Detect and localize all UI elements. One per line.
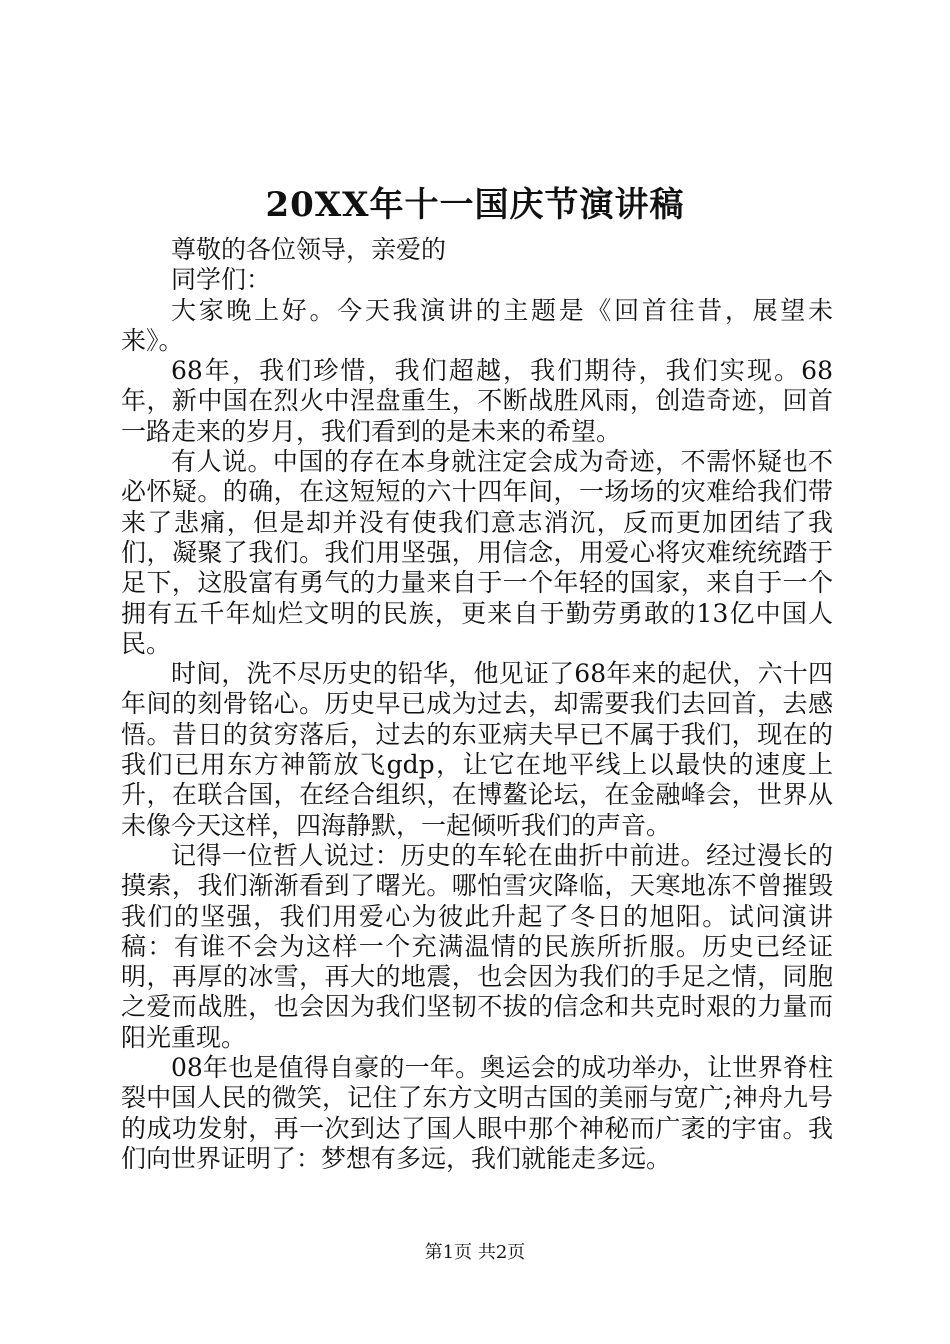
document-title: 20XX年十一国庆节演讲稿 — [265, 185, 685, 225]
paragraph: 有人说。中国的存在本身就注定会成为奇迹，不需怀疑也不必怀疑。的确，在这短短的六十四年间，一场场的灾难给我们带来了悲痛，但是却并没有使我们意志消沉，反而更加团结了我们，凝聚了我们。我们用坚强，用信念，用爱心将灾难统统踏于足下，这股富有勇气的力量来自于一个年轻的国家，来自于一个拥有五千年灿烂文明的民族，更来自于勤劳勇敢的13亿中国人民。 — [121, 447, 833, 658]
salutation-line-1: 尊敬的各位领导，亲爱的 — [171, 235, 447, 264]
paragraph: 08年也是值得自豪的一年。奥运会的成功举办，让世界脊柱裂中国人民的微笑，记住了东方文明古国的美丽与宽广;神舟九号的成功发射，再一次到达了国人眼中那个神秘而广袤的宇宙。我们向世界证明了：梦想有多远，我们就能走多远。 — [121, 1053, 833, 1173]
paragraph: 记得一位哲人说过：历史的车轮在曲折中前进。经过漫长的摸索，我们渐渐看到了曙光。哪怕雪灾降临，天寒地冻不曾摧毁我们的坚强，我们用爱心为彼此升起了冬日的旭阳。试问演讲稿：有谁不会为这样一个充满温情的民族所折服。历史已经证明，再厚的冰雪，再大的地震，也会因为我们的手足之情，同胞之爱而战胜，也会因为我们坚韧不拔的信念和共克时艰的力量而阳光重现。 — [121, 840, 833, 1052]
salutation-line-2: 同学们： — [171, 265, 272, 295]
page-footer: 第1页 共2页 — [424, 1242, 526, 1263]
paragraph: 68年，我们珍惜，我们超越，我们期待，我们实现。68年，新中国在烈火中涅盘重生，不断战胜风雨，创造奇迹，回首一路走来的岁月，我们看到的是未来的希望。 — [121, 356, 833, 446]
paragraph: 大家晚上好。今天我演讲的主题是《回首往昔，展望未来》。 — [121, 295, 833, 355]
document-body — [121, 235, 833, 1174]
paragraph: 时间，洗不尽历史的铅华，他见证了68年来的起伏，六十四年间的刻骨铭心。历史早已成为过去，却需要我们去回首，去感悟。昔日的贫穷落后，过去的东亚病夫早已不属于我们，现在的我们已用东方神箭放飞gdp，让它在地平线上以最快的速度上升，在联合国，在经合组织，在博鳌论坛，在金融峰会，世界从未像今天这样，四海静默，一起倾听我们的声音。 — [121, 659, 833, 840]
